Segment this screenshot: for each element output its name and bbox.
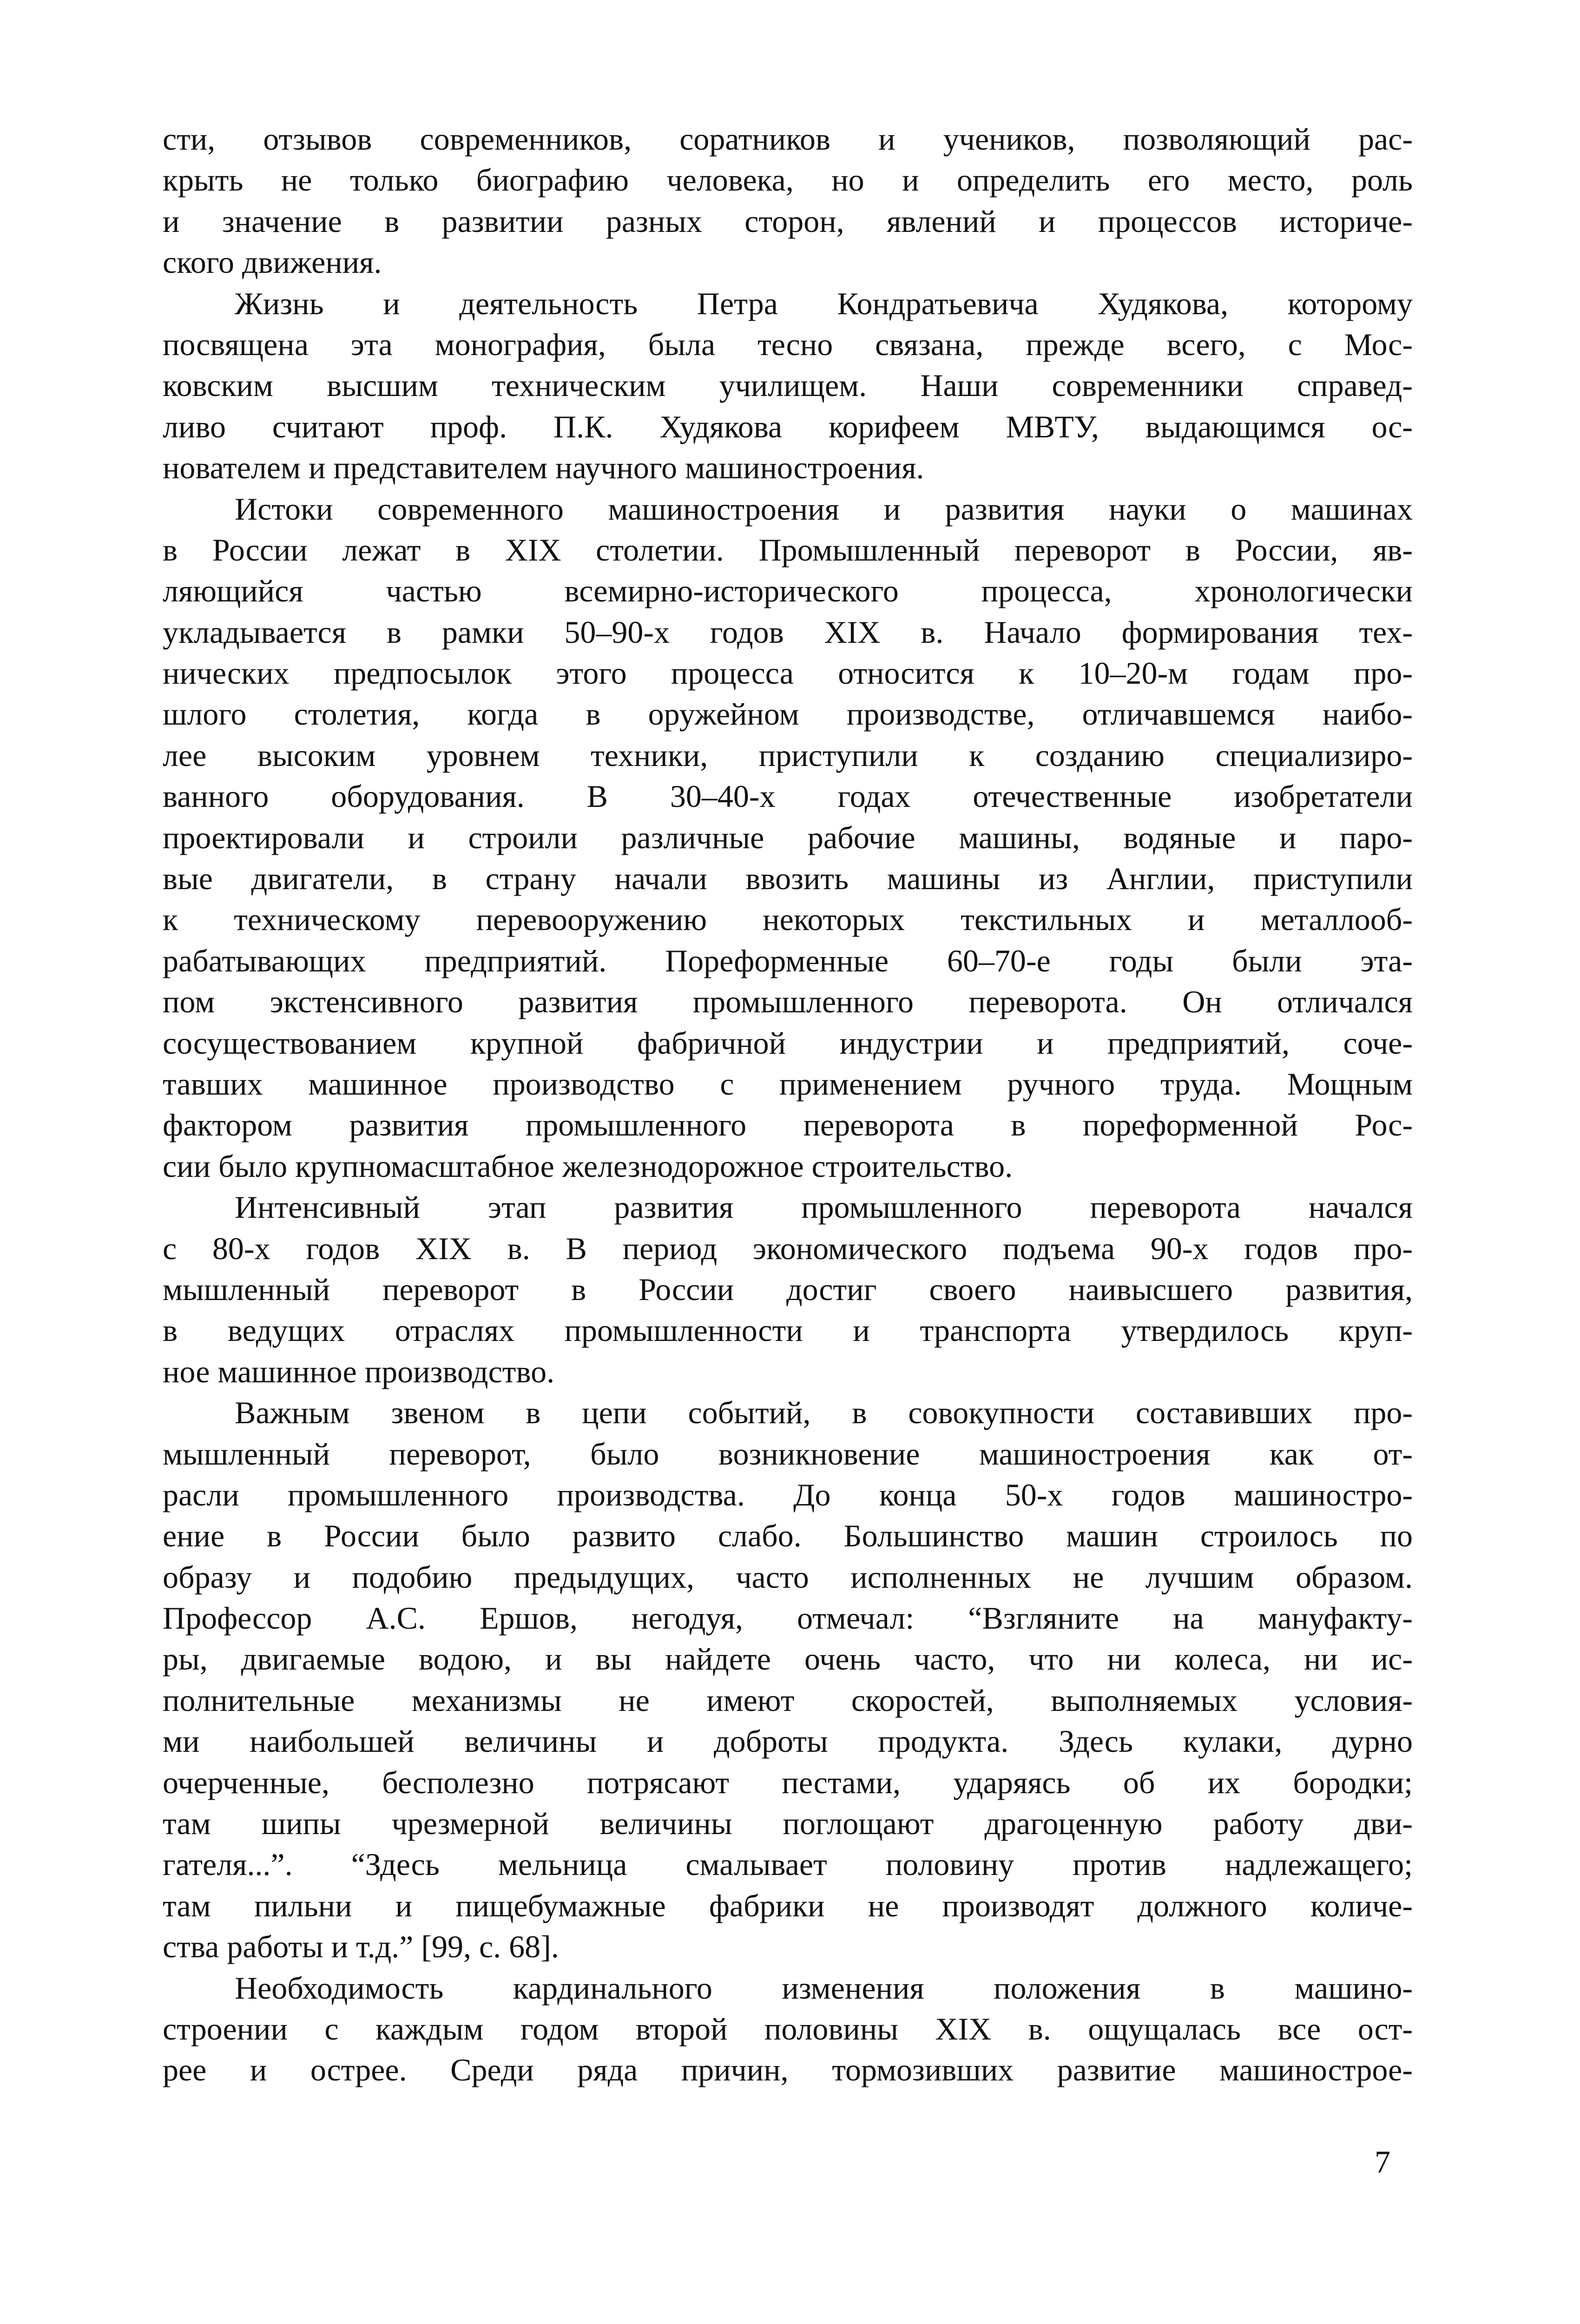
text-line: фактором развития промышленного переворота в пореформенной Рос- xyxy=(163,1107,1413,1143)
text-line: с 80-х годов XIX в. В период экономического подъема 90-х годов про- xyxy=(163,1230,1413,1266)
text-line: сти, отзывов современников, соратников и учеников, позволяющий рас- xyxy=(163,121,1413,157)
text-line: сии было крупномасштабное железнодорожное строительство. xyxy=(163,1148,1013,1184)
text-line: в России лежат в XIX столетии. Промышленный переворот в России, яв- xyxy=(163,532,1413,568)
text-line: к техническому перевооружению некоторых текстильных и металлооб- xyxy=(163,902,1413,938)
text-line: укладывается в рамки 50–90-х годов XIX в. Начало формирования тех- xyxy=(163,614,1413,650)
text-line: ное машинное производство. xyxy=(163,1353,555,1389)
text-line: образу и подобию предыдущих, часто исполненных не лучшим образом. xyxy=(163,1559,1413,1595)
text-line: проектировали и строили различные рабочие машины, водяные и паро- xyxy=(163,819,1413,855)
text-line: ение в России было развито слабо. Большинство машин строилось по xyxy=(163,1518,1413,1554)
text-line: лее высоким уровнем техники, приступили к созданию специализиро- xyxy=(163,737,1413,773)
text-line: рабатывающих предприятий. Пореформенные 60–70-е годы были эта- xyxy=(163,943,1413,978)
page-number: 7 xyxy=(1375,2144,1390,2179)
body-text xyxy=(163,119,1413,2091)
text-line: в ведущих отраслях промышленности и транспорта утвердилось круп- xyxy=(163,1313,1413,1348)
text-line: Истоки современного машиностроения и развития науки о машинах xyxy=(235,491,1413,527)
text-line: ванного оборудования. В 30–40-х годах отечественные изобретатели xyxy=(163,779,1413,814)
text-line: шлого столетия, когда в оружейном производстве, отличавшемся наибо- xyxy=(163,696,1413,732)
text-line: нователем и представителем научного машиностроения. xyxy=(163,450,924,486)
text-line: ляющийся частью всемирно-исторического процесса, хронологически xyxy=(163,573,1413,609)
text-line: ми наибольшей величины и доброты продукта. Здесь кулаки, дурно xyxy=(163,1723,1413,1759)
text-line: там пильни и пищебумажные фабрики не производят должного количе- xyxy=(163,1888,1413,1923)
text-line: ковским высшим техническим училищем. Наши современники справед- xyxy=(163,368,1413,403)
text-line: ливо считают проф. П.К. Худякова корифеем МВТУ, выдающимся ос- xyxy=(163,409,1413,444)
text-line: тавших машинное производство с применением ручного труда. Мощным xyxy=(163,1066,1413,1102)
text-line: посвящена эта монография, была тесно связана, прежде всего, с Мос- xyxy=(163,326,1413,362)
text-line: Важным звеном в цепи событий, в совокупности составивших про- xyxy=(235,1395,1413,1431)
text-line: Профессор А.С. Ершов, негодуя, отмечал: “Взгляните на мануфакту- xyxy=(163,1600,1413,1636)
text-line: пом экстенсивного развития промышленного переворота. Он отличался xyxy=(163,984,1413,1020)
text-line: Жизнь и деятельность Петра Кондратьевича Худякова, которому xyxy=(235,285,1413,321)
text-line: очерченные, бесполезно потрясают пестами, ударяясь об их бородки; xyxy=(163,1764,1413,1800)
text-line: мышленный переворот в России достиг своего наивысшего развития, xyxy=(163,1271,1413,1307)
text-line: Интенсивный этап развития промышленного переворота начался xyxy=(235,1189,1413,1225)
text-line: расли промышленного производства. До конца 50-х годов машиностро- xyxy=(163,1477,1413,1512)
text-line: мышленный переворот, было возникновение машиностроения как от- xyxy=(163,1436,1413,1472)
text-line: нических предпосылок этого процесса относится к 10–20-м годам про- xyxy=(163,655,1413,691)
text-line: гателя...”. “Здесь мельница смалывает половину против надлежащего; xyxy=(163,1847,1413,1882)
text-line: ства работы и т.д.” [99, с. 68]. xyxy=(163,1929,559,1965)
text-line: там шипы чрезмерной величины поглощают драгоценную работу дви- xyxy=(163,1806,1413,1842)
text-line: полнительные механизмы не имеют скоростей, выполняемых условия- xyxy=(163,1682,1413,1718)
text-line: сосуществованием крупной фабричной индустрии и предприятий, соче- xyxy=(163,1025,1413,1061)
text-line: ского движения. xyxy=(163,244,382,280)
text-line: крыть не только биографию человека, но и определить его место, роль xyxy=(163,162,1413,198)
text-line: Необходимость кардинального изменения положения в машино- xyxy=(235,1970,1413,2006)
text-line: ры, двигаемые водою, и вы найдете очень часто, что ни колеса, ни ис- xyxy=(163,1641,1413,1677)
text-line: рее и острее. Среди ряда причин, тормозивших развитие машинострое- xyxy=(163,2052,1413,2088)
text-line: и значение в развитии разных сторон, явлений и процессов историче- xyxy=(163,203,1413,239)
text-line: вые двигатели, в страну начали ввозить машины из Англии, приступили xyxy=(163,861,1413,897)
text-line: строении с каждым годом второй половины XIX в. ощущалась все ост- xyxy=(163,2011,1413,2047)
